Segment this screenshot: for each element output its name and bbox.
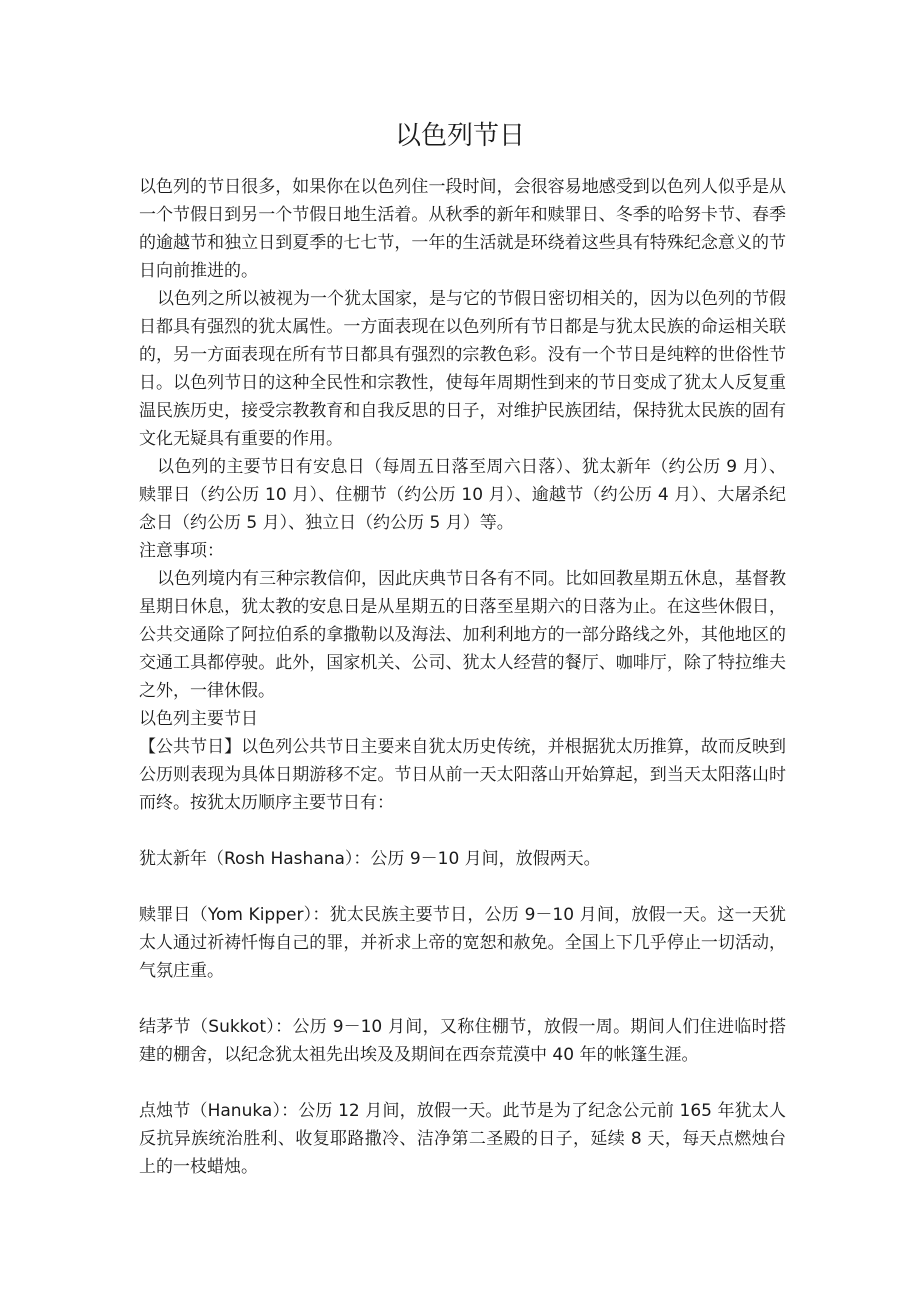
notes-heading: 注意事项： — [139, 541, 224, 561]
spacer — [139, 985, 786, 1013]
paragraph-public-holidays: 【公共节日】以色列公共节日主要来自犹太历史传统，并根据犹太历推算，故而反映到公历则表现为具体日期游移不定。节日从前一天太阳落山开始算起，到当天太阳落山时而终。按犹太历顺序主要节日有： — [139, 737, 786, 813]
document-body — [139, 173, 786, 1181]
paragraph-intro: 以色列的节日很多，如果你在以色列住一段时间，会很容易地感受到以色列人似乎是从一个节假日到另一个节假日地生活着。从秋季的新年和赎罪日、冬季的哈努卡节、春季的逾越节和独立日到夏季的七七节，一年的生活就是环绕着这些具有特殊纪念意义的节日向前推进的。 — [139, 177, 786, 281]
paragraph-jewish-nature: 以色列之所以被视为一个犹太国家，是与它的节假日密切相关的，因为以色列的节假日都具有强烈的犹太属性。一方面表现在以色列所有节日都是与犹太民族的命运相关联的，另一方面表现在所有节日都具有强烈的宗教色彩。没有一个节日是纯粹的世俗性节日。以色列节日的这种全民性和宗教性，使每年周期性到来的节日变成了犹太人反复重温民族历史，接受宗教教育和自我反思的日子，对维护民族团结，保持犹太民族的固有文化无疑具有重要的作用。 — [139, 289, 786, 449]
holiday-rosh-hashana: 犹太新年（Rosh Hashana）：公历 9－10 月间，放假两天。 — [139, 849, 601, 869]
spacer — [139, 817, 786, 845]
section-heading-main-holidays: 以色列主要节日 — [139, 709, 258, 729]
spacer — [139, 873, 786, 901]
holiday-sukkot: 结茅节（Sukkot）：公历 9－10 月间，又称住棚节，放假一周。期间人们住进临时搭建的棚舍，以纪念犹太祖先出埃及及期间在西奈荒漠中 40 年的帐篷生涯。 — [139, 1017, 786, 1065]
holiday-hanuka: 点烛节（Hanuka）：公历 12 月间，放假一天。此节是为了纪念公元前 165 年犹太人反抗异族统治胜利、收复耶路撒冷、洁净第二圣殿的日子，延续 8 天，每天点燃烛台上的一枝蜡烛。 — [139, 1101, 786, 1177]
paragraph-notes: 以色列境内有三种宗教信仰，因此庆典节日各有不同。比如回教星期五休息，基督教星期日休息，犹太教的安息日是从星期五的日落至星期六的日落为止。在这些休假日，公共交通除了阿拉伯系的拿撒勒以及海法、加利利地方的一部分路线之外，其他地区的交通工具都停驶。此外，国家机关、公司、犹太人经营的餐厅、咖啡厅，除了特拉维夫之外，一律休假。 — [139, 569, 786, 701]
spacer — [139, 1069, 786, 1097]
paragraph-main-holidays: 以色列的主要节日有安息日（每周五日落至周六日落）、犹太新年（约公历 9 月）、赎罪日（约公历 10 月）、住棚节（约公历 10 月）、逾越节（约公历 4 月）、大屠杀纪念日（约公历 5 月）、独立日（约公历 5 月）等。 — [139, 457, 786, 533]
page-title: 以色列节日 — [394, 121, 525, 151]
holiday-yom-kipper: 赎罪日（Yom Kipper）：犹太民族主要节日，公历 9－10 月间，放假一天。这一天犹太人通过祈祷忏悔自己的罪，并祈求上帝的宽恕和赦免。全国上下几乎停止一切活动，气氛庄重。 — [139, 905, 786, 981]
